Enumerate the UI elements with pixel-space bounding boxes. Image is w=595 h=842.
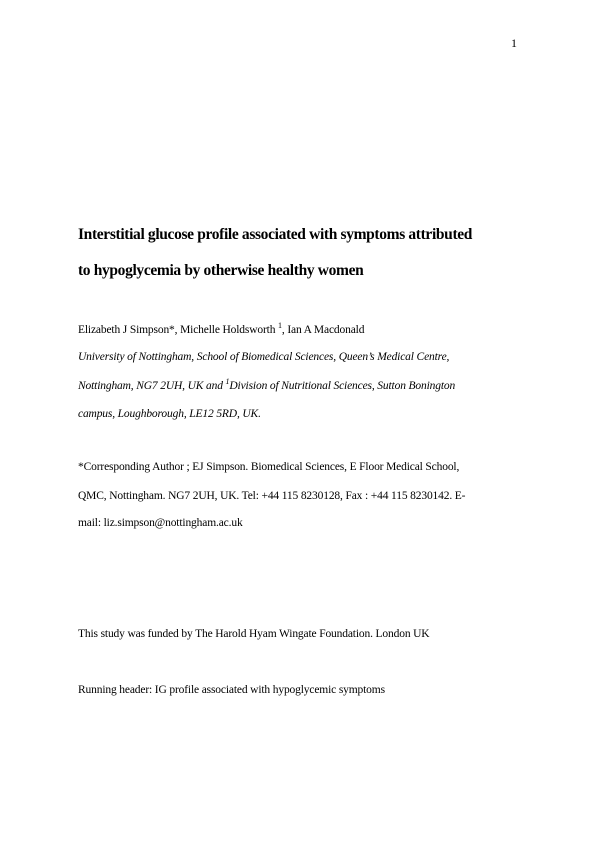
authors-part-2: , Ian A Macdonald	[281, 324, 365, 336]
affiliation-mark: 1	[225, 377, 230, 386]
running-header: Running header: IG profile associated with hypoglycemic symptoms	[78, 684, 385, 696]
author-list	[78, 321, 365, 336]
paper-title-line-2: to hypoglycemia by otherwise healthy women	[78, 262, 364, 279]
affiliation-line-2-part-2: Division of Nutritional Sciences, Sutton Bonington	[229, 380, 456, 392]
funding-statement: This study was funded by The Harold Hyam Wingate Foundation. London UK	[78, 628, 430, 640]
corresponding-author-email: mail: liz.simpson@nottingham.ac.uk	[78, 517, 243, 529]
authors-part-1: Elizabeth J Simpson*, Michelle Holdsworth	[78, 324, 279, 336]
affiliation-line-1: University of Nottingham, School of Biomedical Sciences, Queen’s Medical Centre,	[78, 351, 450, 363]
affiliation-line-3: campus, Loughborough, LE12 5RD, UK.	[78, 408, 261, 420]
corresponding-author-line-2: QMC, Nottingham. NG7 2UH, UK. Tel: +44 115 8230128, Fax : +44 115 8230142. E-	[78, 490, 466, 502]
affiliation-line-2	[78, 377, 456, 392]
paper-title-line-1: Interstitial glucose profile associated with symptoms attributed	[78, 226, 473, 243]
page-number: 1	[511, 36, 517, 50]
corresponding-author-line-1: *Corresponding Author ; EJ Simpson. Biomedical Sciences, E Floor Medical School,	[78, 461, 460, 473]
authors-affiliation-mark: 1	[278, 321, 282, 330]
affiliation-line-2-part-1: Nottingham, NG7 2UH, UK and	[78, 380, 226, 392]
